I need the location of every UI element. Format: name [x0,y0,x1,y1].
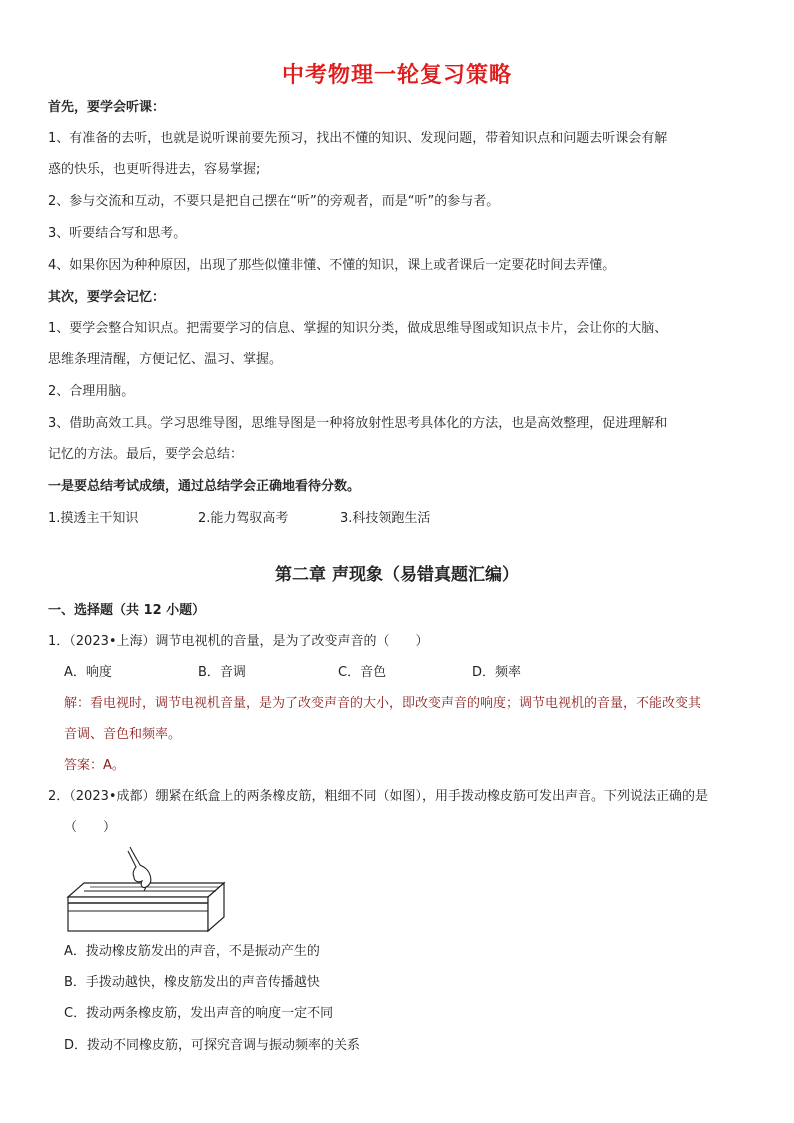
question-2-option-d: D．拨动不同橡皮筋，可探究音调与振动频率的关系 [64,1038,361,1053]
question-2-option-c: C．拨动两条橡皮筋，发出声音的响度一定不同 [64,1006,334,1021]
question-2-option-a: A．拨动橡皮筋发出的声音，不是振动产生的 [64,944,320,959]
listen-item-3: 3、听要结合写和思考。 [48,226,187,241]
listen-item-4: 4、如果你因为种种原因，出现了那些似懂非懂、不懂的知识，课上或者课后一定要花时间去弄懂。 [48,258,616,273]
listen-item-2: 2、参与交流和互动，不要只是把自己摆在“听”的旁观者，而是“听”的参与者。 [48,194,500,209]
question-2-option-b: B．手拨动越快，橡皮筋发出的声音传播越快 [64,975,320,990]
question-1-option-c: C．音色 [338,665,387,680]
summary-line: 一是要总结考试成绩，通过总结学会正确地看待分数。 [48,479,361,494]
memory-item-3-line-2: 记忆的方法。最后，要学会总结： [48,447,244,462]
memory-heading: 其次，要学会记忆： [48,290,166,305]
listen-item-1-line-2: 惑的快乐，也更听得进去，容易掌握; [48,162,261,177]
hand-icon [128,847,151,888]
question-1-option-d: D．频率 [472,665,522,680]
point-1: 1.摸透主干知识 [48,511,139,526]
question-1-solution-line-2: 音调、音色和频率。 [64,727,182,742]
chapter-title: 第二章 声现象（易错真题汇编） [275,565,519,585]
listen-heading: 首先，要学会听课： [48,100,166,115]
memory-item-1-line-1: 1、要学会整合知识点。把需要学习的信息、掌握的知识分类，做成思维导图或知识点卡片，会让你的大脑、 [48,321,668,336]
listen-item-1-line-1: 1、有准备的去听，也就是说听课前要先预习，找出不懂的知识、发现问题，带着知识点和问题去听课会有解 [48,131,668,146]
rubber-band-box-figure [64,845,228,937]
page-title: 中考物理一轮复习策略 [281,63,512,88]
memory-item-2: 2、合理用脑。 [48,384,135,399]
question-2-stem-line-2: （ ） [64,820,117,835]
question-1-stem: 1．（2023•上海）调节电视机的音量，是为了改变声音的（ ） [48,634,429,649]
question-1-option-a: A．响度 [64,665,112,680]
question-1-answer: 答案：A。 [64,758,125,773]
question-1-solution-line-1: 解：看电视时，调节电视机音量，是为了改变声音的大小，即改变声音的响度；调节电视机的音量，不能改变其 [64,696,702,711]
point-3: 3.科技领跑生活 [340,511,431,526]
point-2: 2.能力驾驭高考 [198,511,289,526]
box-front-face [68,897,208,931]
question-1-option-b: B．音调 [198,665,246,680]
question-2-stem-line-1: 2．（2023•成都）绷紧在纸盒上的两条橡皮筋，粗细不同（如图），用手拨动橡皮筋可发出声音。下列说法正确的是 [48,789,709,804]
memory-item-1-line-2: 思维条理清醒，方便记忆、温习、掌握。 [48,352,283,367]
section-heading: 一、选择题（共 12 小题） [48,603,206,618]
memory-item-3-line-1: 3、借助高效工具。学习思维导图，思维导图是一种将放射性思考具体化的方法，也是高效整理，促进理解和 [48,416,668,431]
